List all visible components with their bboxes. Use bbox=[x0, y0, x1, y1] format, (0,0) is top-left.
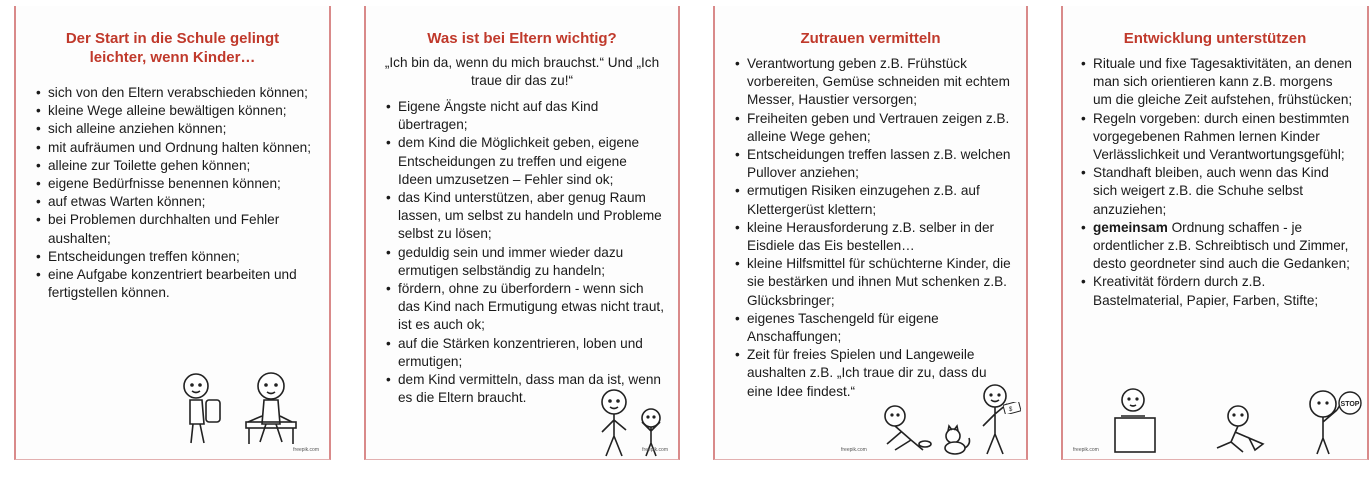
list-item: • auf die Stärken konzentrieren, loben und ermutigen; bbox=[386, 335, 664, 371]
bullet-list bbox=[36, 84, 315, 302]
list-item: • kleine Herausforderung z.B. selber in der Eisdiele das Eis bestellen… bbox=[735, 219, 1012, 255]
list-item: • eine Aufgabe konzentriert bearbeiten und fertigstellen können. bbox=[36, 266, 315, 302]
credit-text: freepik.com bbox=[1073, 447, 1099, 453]
item-text: Ordnung schaffen - je ordentlicher z.B. Schreibtisch und Zimmer, desto geordneter sind auch die Gedanken; bbox=[1093, 219, 1350, 272]
list-item: • kleine Hilfsmittel für schüchterne Kinder, die sie bestärken und ihnen Mut schenken z.B. Glücksbringer; bbox=[735, 255, 1012, 310]
card-subtitle: „Ich bin da, wenn du mich brauchst.“ Und „Ich traue dir das zu!“ bbox=[384, 55, 660, 88]
bullet-list bbox=[386, 98, 664, 407]
list-item: • eigene Bedürfnisse benennen können; bbox=[36, 175, 315, 193]
card-school-start bbox=[14, 6, 331, 460]
list-item: • Verantwortung geben z.B. Frühstück vorbereiten, Gemüse schneiden mit echtem Messer, Haustier versorgen; bbox=[735, 55, 1012, 110]
stick-figure-icon bbox=[176, 368, 306, 448]
list-item: • kleine Wege alleine bewältigen können; bbox=[36, 102, 315, 120]
emphasis-text: gemeinsam bbox=[1093, 219, 1168, 235]
bullet-list bbox=[1081, 55, 1353, 310]
card-support-development bbox=[1061, 6, 1369, 460]
stop-sign-icon bbox=[1337, 390, 1363, 416]
card-title: Was ist bei Eltern wichtig? bbox=[427, 30, 617, 47]
svg-text:$: $ bbox=[1009, 407, 1013, 413]
list-item: • sich alleine anziehen können; bbox=[36, 120, 315, 138]
card-title: Zutrauen vermitteln bbox=[800, 30, 941, 47]
credit-text: freepik.com bbox=[841, 447, 867, 453]
list-item: • Regeln vorgeben: durch einen bestimmten vorgegebenen Rahmen lernen Kinder Verlässlichkeit und Verantwortungsgefühl; bbox=[1081, 110, 1353, 165]
credit-text: freepik.com bbox=[642, 447, 668, 453]
list-item: • Entscheidungen treffen lassen z.B. welchen Pullover anziehen; bbox=[735, 146, 1012, 182]
list-item: • Eigene Ängste nicht auf das Kind übertragen; bbox=[386, 98, 664, 134]
list-item: • Kreativität fördern durch z.B. Bastelmaterial, Papier, Farben, Stifte; bbox=[1081, 273, 1353, 309]
card-convey-trust bbox=[713, 6, 1028, 460]
title-line-2: leichter, wenn Kinder… bbox=[89, 49, 256, 66]
stick-figure-icon bbox=[1103, 386, 1363, 456]
list-item: • Freiheiten geben und Vertrauen zeigen z.B. alleine Wege gehen; bbox=[735, 110, 1012, 146]
list-item: • eigenes Taschengeld für eigene Anschaffungen; bbox=[735, 310, 1012, 346]
list-item: • Zeit für freies Spielen und Langeweile aushalten z.B. „Ich traue dir zu, dass du eine Idee findest.“ bbox=[735, 346, 1012, 401]
list-item: • auf etwas Warten können; bbox=[36, 193, 315, 211]
card-title: Entwicklung unterstützen bbox=[1123, 30, 1307, 47]
list-item: • geduldig sein und immer wieder dazu ermutigen selbständig zu handeln; bbox=[386, 244, 664, 280]
list-item: • Rituale und fixe Tagesaktivitäten, an denen man sich orientieren kann z.B. morgens um die gleiche Zeit aufstehen, frühstücken; bbox=[1081, 55, 1353, 110]
list-item: • Entscheidungen treffen können; bbox=[36, 248, 315, 266]
stick-figure-icon bbox=[865, 378, 1025, 458]
money-icon bbox=[1003, 402, 1021, 414]
list-item: • dem Kind vermitteln, dass man da ist, wenn es die Eltern braucht. bbox=[386, 371, 664, 407]
list-item: • das Kind unterstützen, aber genug Raum lassen, um selbst zu handeln und Probleme selbst zu lösen; bbox=[386, 189, 664, 244]
bullet-list bbox=[735, 55, 1012, 401]
list-item: • fördern, ohne zu überfordern - wenn sich das Kind nach Ermutigung etwas nicht traut, ist es auch ok; bbox=[386, 280, 664, 335]
card-parents-important bbox=[364, 6, 680, 460]
list-item: • bei Problemen durchhalten und Fehler aushalten; bbox=[36, 211, 315, 247]
list-item: • Standhaft bleiben, auch wenn das Kind sich weigert z.B. die Schuhe selbst anzuziehen; bbox=[1081, 164, 1353, 219]
card-title bbox=[26, 29, 319, 67]
list-item: • dem Kind die Möglichkeit geben, eigene Entscheidungen zu treffen und eigene Ideen umzusetzen – Fehler sind ok; bbox=[386, 134, 664, 189]
list-item: • ermutigen Risiken einzugehen z.B. auf Klettergerüst klettern; bbox=[735, 182, 1012, 218]
stop-sign-label: STOP bbox=[1340, 401, 1360, 408]
credit-text: freepik.com bbox=[293, 447, 319, 453]
title-line-1: Der Start in die Schule gelingt bbox=[65, 30, 280, 47]
list-item: • sich von den Eltern verabschieden können; bbox=[36, 84, 315, 102]
list-item bbox=[1081, 219, 1353, 274]
list-item: • mit aufräumen und Ordnung halten können; bbox=[36, 139, 315, 157]
list-item: • alleine zur Toilette gehen können; bbox=[36, 157, 315, 175]
